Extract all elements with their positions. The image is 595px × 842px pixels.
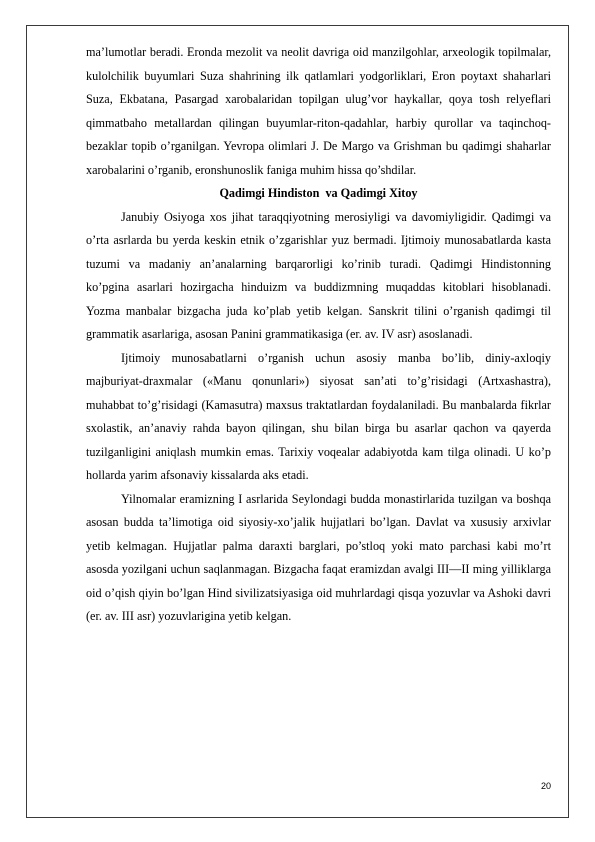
paragraph-south-asia: Janubiy Osiyoga xos jihat taraqqiyotning merosiyligi va davomiyligidir. Qadimgi va o’rta asrlarda bu yerda keskin etnik o’zgarishlar yuz bermadi. Ijtimoiy munosabatlarda kasta tuzumi va madaniy an’analarning barqarorligi ko’rinib turadi. Qadimgi Hindistonning ko’pgina asarlari hozirgacha hinduizm va buddizmning muqaddas kitoblari hisoblanadi. Yozma manbalar bizgacha juda ko’plab yetib kelgan. Sanskrit tilini o’rganish qadimgi til grammatik asarlariga, asosan Panini grammatikasiga (er. av. IV asr) asoslanadi.: [86, 209, 551, 341]
page-number: 20: [540, 781, 551, 791]
paragraph-intro: ma’lumotlar beradi. Eronda mezolit va neolit davriga oid manzilgohlar, arxeologik topilmalar, kulolchilik buyumlari Suza shahrining ilk qatlamlari yodgorliklari, Eron poytaxt shaharlari Suza, Ekbatana, Pasargad xarobalaridan topilgan ulug’vor haykallar, qoya tosh relyeflari qimmatbaho metallardan qilingan buyumlar-riton-qadahlar, harbiy qurollar va taqinchoq-bezaklar topib o’rganilgan. Yevropa olimlari J. De Margo va Grishman bu qadimgi shaharlar xarobalarini o’rganib, eronshunoslik faniga muhim hissa qo’shdilar.: [86, 45, 551, 177]
paragraph-chronicles: Yilnomalar eramizning I asrlarida Seylondagi budda monastirlarida tuzilgan va boshqa asosan budda ta’limotiga oid siyosiy-xo’jalik hujjatlari bo’lgan. Davlat va xususiy arxivlar yetib kelmagan. Hujjatlar palma daraxti barglari, po’stloq yoki mato parchasi kabi mo’rt asosda yozilgani uchun saqlanmagan. Bizgacha faqat eramizdan avalgi III—II ming yilliklarga oid o’qish qiyin bo’lgan Hind sivilizatsiyasiga oid muhrlardagi qisqa yozuvlar va Ashoki davri (er. av. III asr) yozuvlarigina yetib kelgan.: [86, 491, 551, 623]
paragraph-social-sources: Ijtimoiy munosabatlarni o’rganish uchun asosiy manba bo’lib, diniy-axloqiy majburiyat-draxmalar («Manu qonunlari») siyosat san’ati to’g’risidagi (Artxashastra), muhabbat to’g’risidagi (Kamasutra) maxsus traktatlardan foydalaniladi. Bu manbalarda fikrlar sxolastik, an’anaviy rahda bayon qilingan, shu bilan birga bu asarlar qachon va qayerda tuzilganligini aniqlash mumkin emas. Tarixiy voqealar adabiyotda kam tilga olinadi. U ko’p hollarda yarim afsonaviy kissalarda aks etadi.: [86, 350, 551, 482]
section-heading: Qadimgi Hindiston va Qadimgi Xitoy: [219, 186, 418, 200]
document-body: [86, 41, 551, 629]
